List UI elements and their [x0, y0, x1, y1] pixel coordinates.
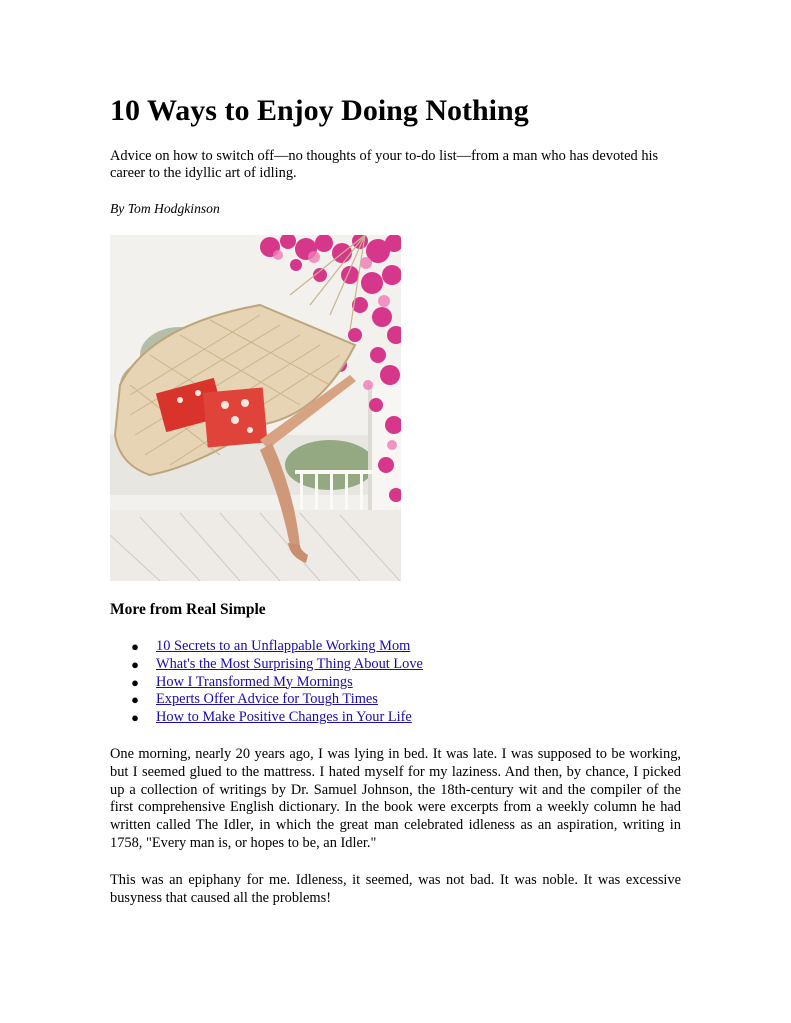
- related-link[interactable]: What's the Most Surprising Thing About Love: [156, 655, 423, 672]
- bullet-icon: ●: [131, 710, 139, 726]
- article-title: 10 Ways to Enjoy Doing Nothing: [110, 94, 529, 127]
- bullet-icon: ●: [131, 639, 139, 654]
- related-link[interactable]: How I Transformed My Mornings: [156, 673, 353, 690]
- article-dek: Advice on how to switch off—no thoughts of your to-do list—from a man who has devoted his career to the idyllic art of idling.: [110, 148, 659, 181]
- bullet-icon: ●: [131, 674, 139, 690]
- list-item: [110, 638, 423, 656]
- list-item: [110, 674, 423, 692]
- related-links-list: [110, 638, 423, 727]
- related-link[interactable]: Experts Offer Advice for Tough Times: [156, 691, 378, 708]
- article-byline: By Tom Hodgkinson: [110, 201, 220, 216]
- hammock-photo: [110, 235, 401, 581]
- list-item: [110, 656, 423, 674]
- list-item: [110, 691, 423, 709]
- bullet-icon: ●: [131, 692, 139, 708]
- bullet-icon: ●: [131, 656, 139, 672]
- related-link[interactable]: How to Make Positive Changes in Your Life: [156, 709, 412, 726]
- body-paragraph-2: This was an epiphany for me. Idleness, it seemed, was not bad. It was noble. It was excessive busyness that caused all the problems!: [110, 872, 681, 906]
- body-paragraph-1: One morning, nearly 20 years ago, I was lying in bed. It was late. I was supposed to be working, but I seemed glued to the mattress. I hated myself for my laziness. And then, by chance, I picked up a collection of writings by Dr. Samuel Johnson, the 18th-century wit and the compiler of the first comprehensive English dictionary. In the book were excerpts from a weekly column he had written called The Idler, in which the great man celebrated idleness as an aspiration, writing in 1758, "Every man is, or hopes to be, an Idler.": [110, 746, 681, 851]
- more-heading: More from Real Simple: [110, 601, 266, 618]
- list-item: [110, 709, 423, 727]
- related-link[interactable]: 10 Secrets to an Unflappable Working Mom: [156, 638, 411, 654]
